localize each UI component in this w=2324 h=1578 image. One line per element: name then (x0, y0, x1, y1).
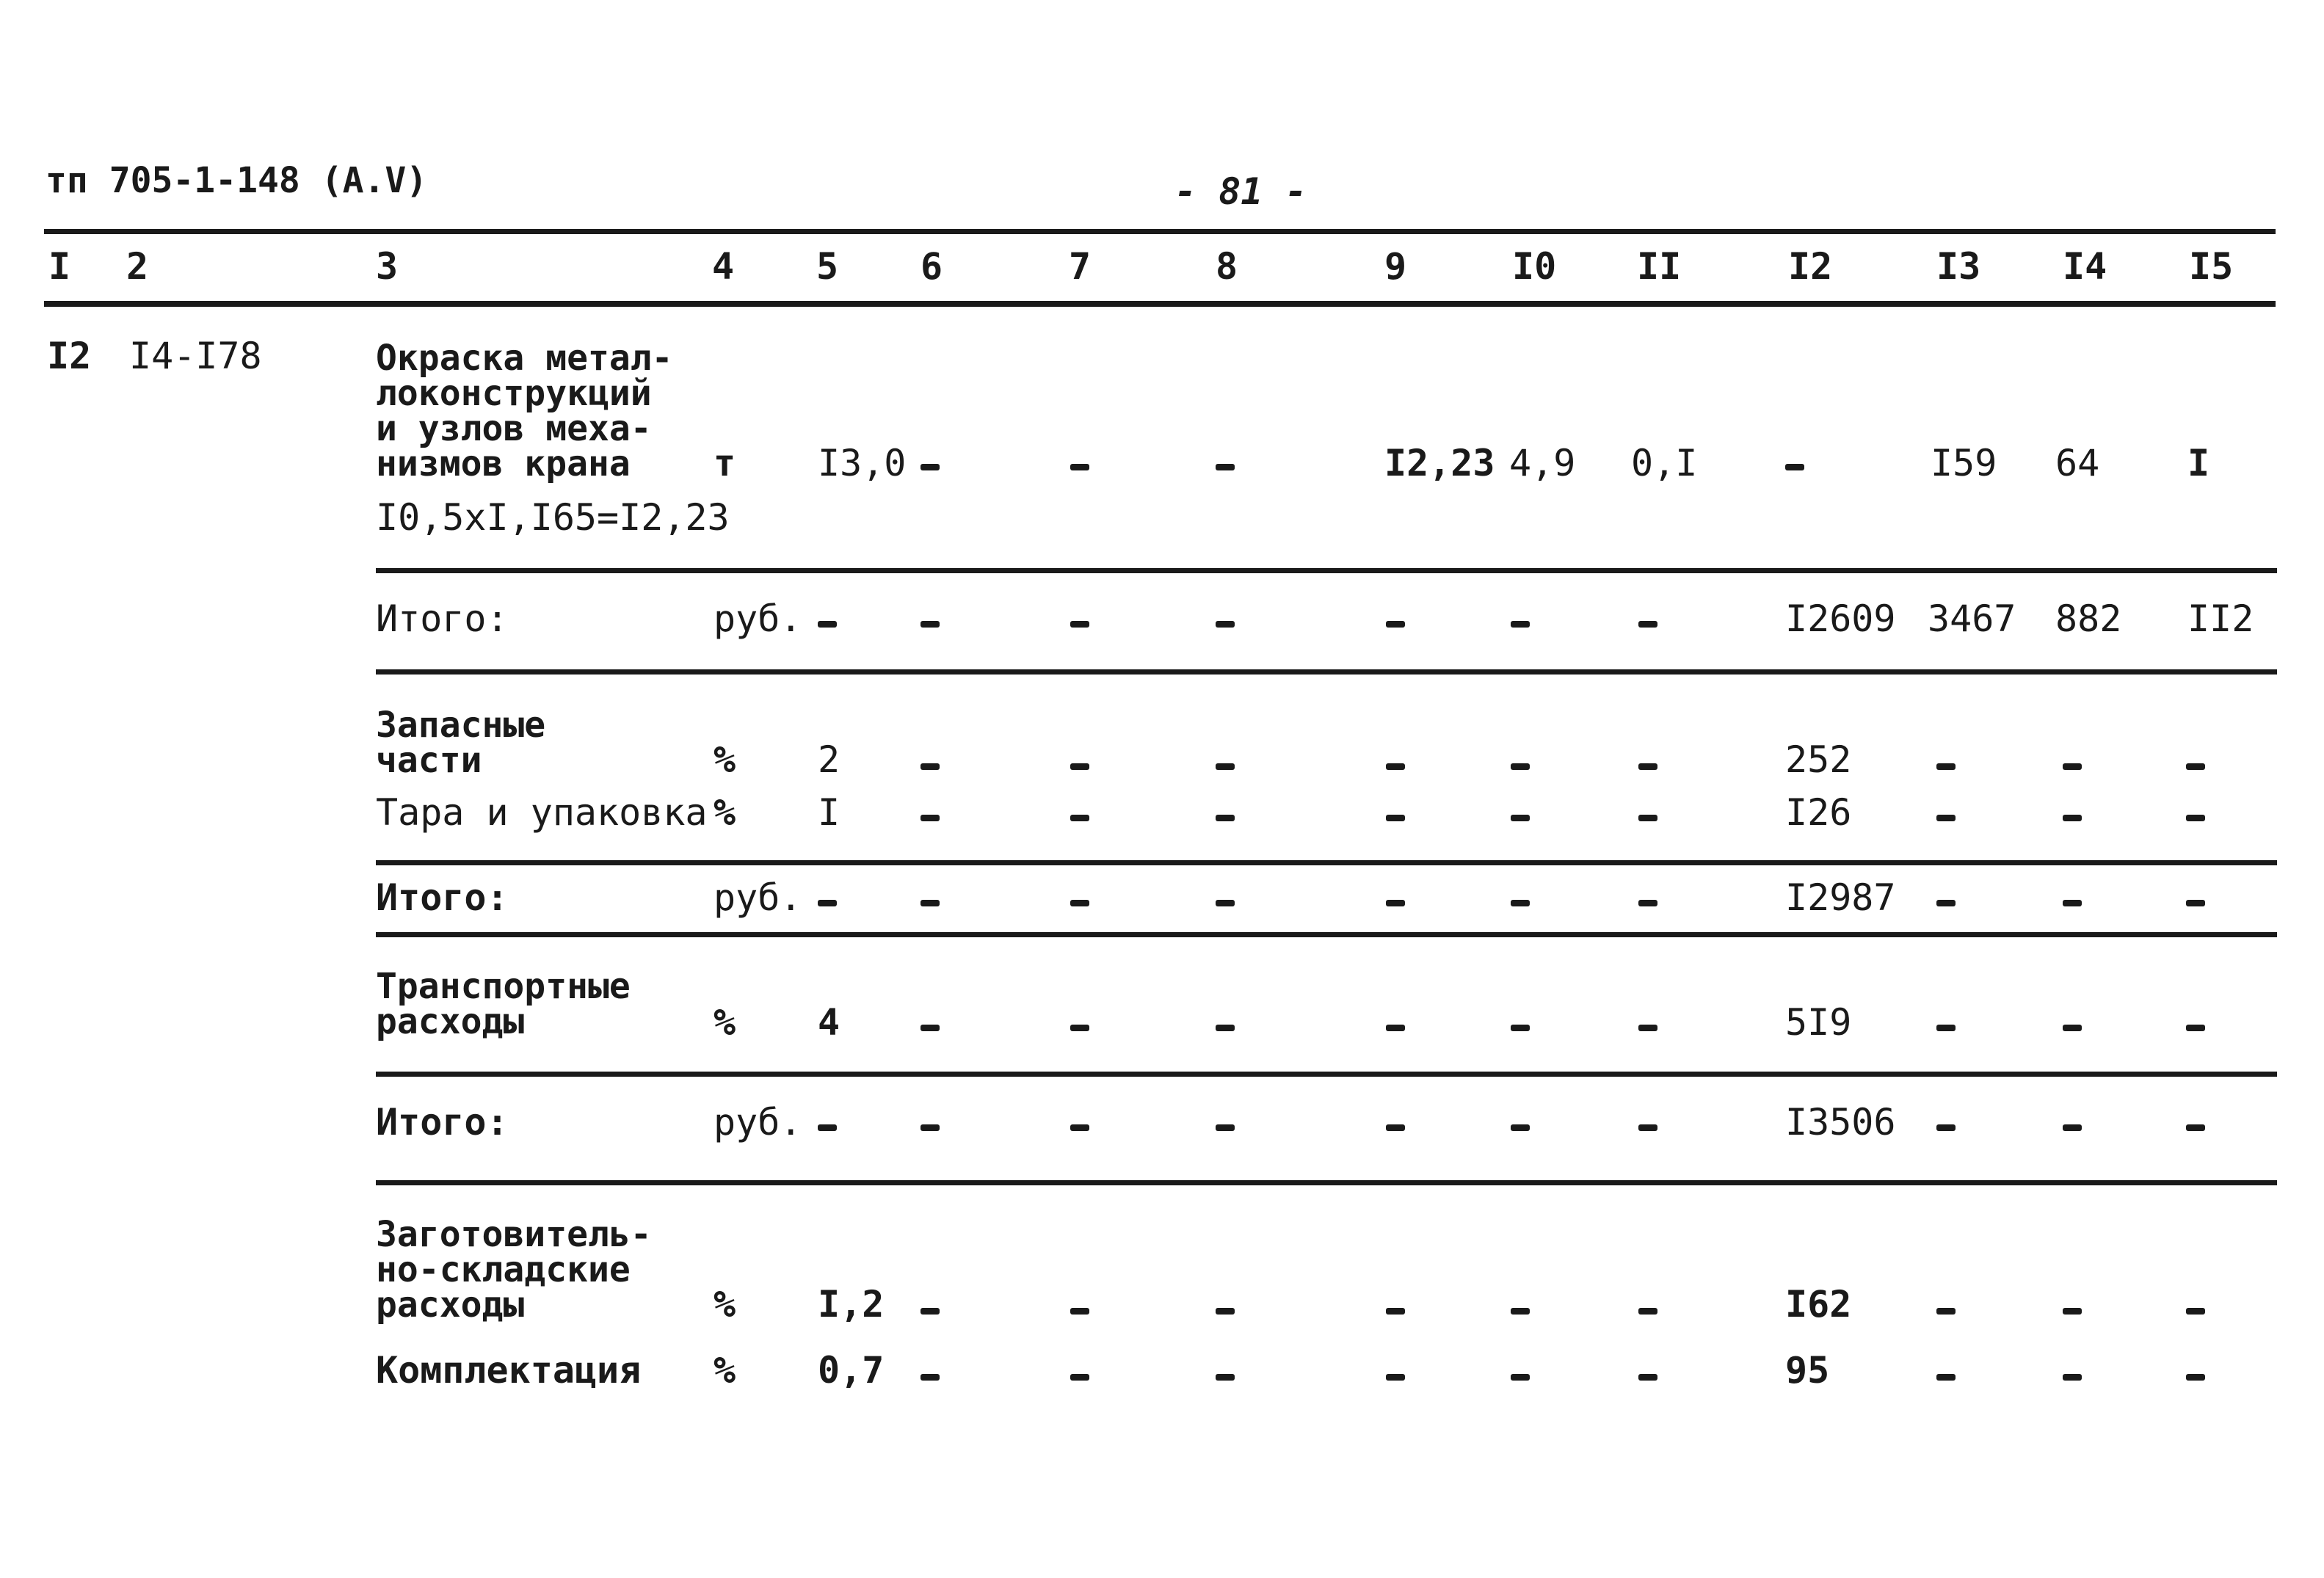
row-dash (1070, 815, 1089, 821)
header-bottom-rule (44, 301, 2276, 307)
row-dash (1216, 815, 1235, 821)
row-dash (2063, 815, 2082, 821)
row-col12: 95 (1785, 1349, 1830, 1392)
row-dash (2063, 1124, 2082, 1131)
row-dash (920, 900, 940, 906)
item-col10: 4,9 (1509, 442, 1576, 484)
item-number: I2 (47, 335, 92, 377)
row-label: Транспортные расходы (376, 966, 631, 1042)
row-dash (1638, 815, 1657, 821)
column-header-5: 5 (816, 245, 839, 288)
row-col14: 882 (2055, 597, 2122, 640)
row-dash (2186, 815, 2205, 821)
item-col15: I (2187, 442, 2210, 484)
row-dash (1511, 1124, 1530, 1131)
item-col8-dash (1216, 464, 1235, 470)
row-col12: I3506 (1785, 1101, 1896, 1143)
row-dash (1936, 1025, 1956, 1031)
row-dash (1638, 1025, 1657, 1031)
row-dash (1936, 900, 1956, 906)
row-unit: руб. (713, 876, 802, 919)
row-dash (1511, 621, 1530, 628)
row-dash (2063, 900, 2082, 906)
item-code: I4-I78 (129, 335, 262, 377)
row-dash (1936, 763, 1956, 770)
row-dash (1936, 1308, 1956, 1315)
row-dash (818, 900, 837, 906)
item-formula: I0,5xI,I65=I2,23 (376, 496, 730, 539)
section-rule (376, 932, 2277, 937)
row-dash (2063, 1025, 2082, 1031)
row-dash (1386, 1124, 1405, 1131)
row-unit: % (713, 1001, 736, 1044)
section-rule (376, 860, 2277, 865)
row-dash (1511, 900, 1530, 906)
item-description: Окраска метал- локонструкций и узлов меха- низмов крана (376, 338, 673, 484)
row-dash (1070, 1374, 1089, 1381)
item-col11: 0,I (1631, 442, 1698, 484)
row-dash (1070, 1308, 1089, 1315)
column-header-7: 7 (1069, 245, 1092, 288)
column-header-1: I (48, 245, 71, 288)
item-col14: 64 (2055, 442, 2100, 484)
row-dash (2186, 763, 2205, 770)
section-rule (376, 1072, 2277, 1077)
row-dash (920, 815, 940, 821)
row-dash (1936, 815, 1956, 821)
section-rule (376, 568, 2277, 573)
row-col5: I (818, 791, 840, 834)
row-col12: I2987 (1785, 876, 1896, 919)
item-col13: I59 (1931, 442, 1997, 484)
row-dash (1216, 1124, 1235, 1131)
row-dash (1511, 763, 1530, 770)
row-unit: % (713, 1349, 736, 1392)
row-dash (1216, 1308, 1235, 1315)
row-dash (1070, 621, 1089, 628)
section-rule (376, 669, 2277, 675)
row-dash (2186, 1124, 2205, 1131)
column-header-6: 6 (920, 245, 943, 288)
row-dash (2063, 1374, 2082, 1381)
row-dash (2186, 1025, 2205, 1031)
column-header-13: I3 (1936, 245, 1981, 288)
row-dash (1936, 1374, 1956, 1381)
row-dash (2186, 900, 2205, 906)
row-dash (818, 1124, 837, 1131)
row-label: Тара и упаковка (376, 791, 708, 834)
row-unit: % (713, 1283, 736, 1326)
row-dash (1070, 900, 1089, 906)
row-dash (920, 1374, 940, 1381)
document-reference: тп 705-1-148 (A.V) (46, 160, 428, 201)
page-number: - 81 - (1174, 170, 1307, 213)
row-col15: II2 (2187, 597, 2254, 640)
item-col5: I3,0 (818, 442, 907, 484)
row-label: Заготовитель- но-складские расходы (376, 1214, 652, 1326)
row-dash (1386, 815, 1405, 821)
row-dash (1511, 1025, 1530, 1031)
row-label: Итого: (376, 876, 509, 919)
row-dash (1386, 621, 1405, 628)
row-col5: 4 (818, 1001, 840, 1044)
row-col5: I,2 (818, 1283, 885, 1326)
row-dash (920, 1025, 940, 1031)
row-dash (1511, 1308, 1530, 1315)
row-col12: I26 (1785, 791, 1852, 834)
row-dash (1386, 1025, 1405, 1031)
column-header-15: I5 (2189, 245, 2234, 288)
row-label: Итого: (376, 597, 509, 640)
row-dash (1638, 763, 1657, 770)
row-dash (1638, 621, 1657, 628)
row-dash (2063, 1308, 2082, 1315)
row-dash (2186, 1374, 2205, 1381)
row-dash (1070, 1124, 1089, 1131)
row-dash (818, 621, 837, 628)
row-dash (1216, 1374, 1235, 1381)
row-dash (1936, 1124, 1956, 1131)
column-header-4: 4 (712, 245, 735, 288)
row-unit: руб. (713, 1101, 802, 1143)
row-col5: 0,7 (818, 1349, 885, 1392)
row-dash (1216, 900, 1235, 906)
row-col12: 5I9 (1785, 1001, 1852, 1044)
row-dash (1638, 1124, 1657, 1131)
row-dash (1070, 763, 1089, 770)
row-label: Комплектация (376, 1349, 642, 1392)
column-header-3: 3 (376, 245, 399, 288)
row-dash (1216, 621, 1235, 628)
row-dash (1386, 900, 1405, 906)
row-label: Итого: (376, 1101, 509, 1143)
row-col12: I2609 (1785, 597, 1896, 640)
row-dash (920, 763, 940, 770)
row-dash (1638, 1374, 1657, 1381)
header-top-rule (44, 229, 2276, 234)
item-col9: I2,23 (1384, 442, 1495, 484)
column-header-12: I2 (1788, 245, 1833, 288)
row-unit: % (713, 791, 736, 834)
item-col12-dash (1785, 464, 1804, 470)
row-dash (1638, 900, 1657, 906)
column-header-14: I4 (2063, 245, 2107, 288)
item-unit: т (713, 442, 736, 484)
row-dash (920, 1308, 940, 1315)
column-header-2: 2 (126, 245, 149, 288)
row-dash (1511, 1374, 1530, 1381)
row-dash (1638, 1308, 1657, 1315)
row-unit: руб. (713, 597, 802, 640)
row-col13: 3467 (1928, 597, 2016, 640)
row-dash (1386, 763, 1405, 770)
row-dash (920, 621, 940, 628)
row-col5: 2 (818, 738, 840, 781)
row-col12: I62 (1785, 1283, 1852, 1326)
row-dash (1386, 1374, 1405, 1381)
row-dash (1216, 763, 1235, 770)
row-dash (2063, 763, 2082, 770)
row-dash (920, 1124, 940, 1131)
row-dash (2186, 1308, 2205, 1315)
column-header-11: II (1637, 245, 1682, 288)
column-header-8: 8 (1216, 245, 1238, 288)
section-rule (376, 1180, 2277, 1185)
item-col6-dash (920, 464, 940, 470)
item-col7-dash (1070, 464, 1089, 470)
row-unit: % (713, 738, 736, 781)
column-header-10: I0 (1512, 245, 1557, 288)
row-dash (1216, 1025, 1235, 1031)
row-dash (1386, 1308, 1405, 1315)
row-label: Запасные части (376, 705, 546, 781)
row-dash (1511, 815, 1530, 821)
row-col12: 252 (1785, 738, 1852, 781)
row-dash (1070, 1025, 1089, 1031)
column-header-9: 9 (1384, 245, 1407, 288)
